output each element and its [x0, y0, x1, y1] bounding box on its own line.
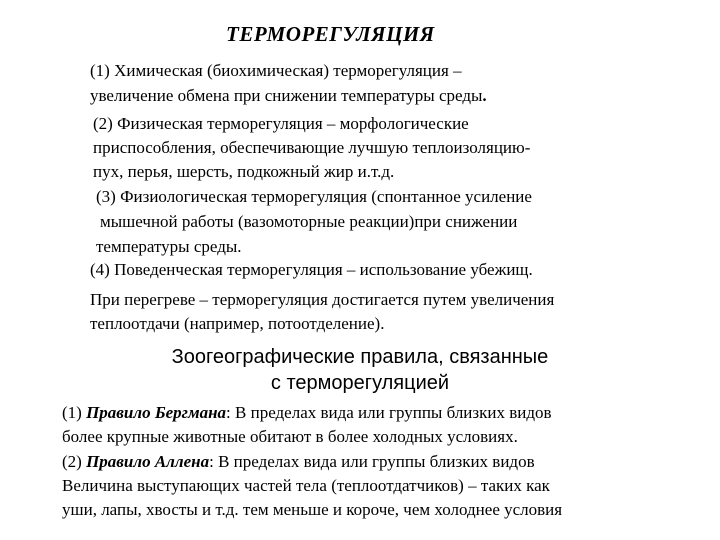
rule-2-line-1: (2) Правило Аллена: В пределах вида или группы близких видов: [62, 452, 535, 471]
item-3-line-3: температуры среды.: [96, 237, 242, 256]
item-2-line-3: пух, перья, шерсть, подкожный жир и.т.д.: [93, 162, 395, 181]
overheat-line-2: теплоотдачи (например, потоотделение).: [90, 314, 385, 333]
section-heading-line-1: Зоогеографические правила, связанные: [171, 346, 549, 368]
item-1-line-1: (1) Химическая (биохимическая) терморегуляция –: [90, 61, 462, 80]
overheat-line-1: При перегреве – терморегуляция достигается путем увеличения: [90, 290, 555, 309]
page-title: ТЕРМОРЕГУЛЯЦИЯ: [226, 22, 435, 46]
rule-2-line-3: уши, лапы, хвосты и т.д. тем меньше и короче, чем холоднее условия: [62, 500, 563, 519]
section-heading-line-2: с терморегуляцией: [270, 372, 450, 394]
item-1-line-2: увеличение обмена при снижении температуры среды.: [90, 86, 487, 105]
item-3-line-1: (3) Физиологическая терморегуляция (спонтанное усиление: [96, 187, 532, 206]
allen-rule-name: Правило Аллена: [86, 452, 210, 471]
bergmann-rule-name: Правило Бергмана: [86, 403, 227, 422]
rule-2-line-2: Величина выступающих частей тела (теплоотдатчиков) – таких как: [62, 476, 550, 495]
item-2-line-2: приспособления, обеспечивающие лучшую теплоизоляцию-: [93, 138, 531, 157]
item-4-line-1: (4) Поведенческая терморегуляция – использование убежищ.: [90, 260, 533, 279]
rule-1-line-1: (1) Правило Бергмана: В пределах вида или группы близких видов: [62, 403, 552, 422]
rule-1-line-2: более крупные животные обитают в более холодных условиях.: [62, 427, 518, 446]
item-2-line-1: (2) Физическая терморегуляция – морфологические: [93, 114, 469, 133]
item-3-line-2: мышечной работы (вазомоторные реакции)при снижении: [100, 212, 518, 231]
